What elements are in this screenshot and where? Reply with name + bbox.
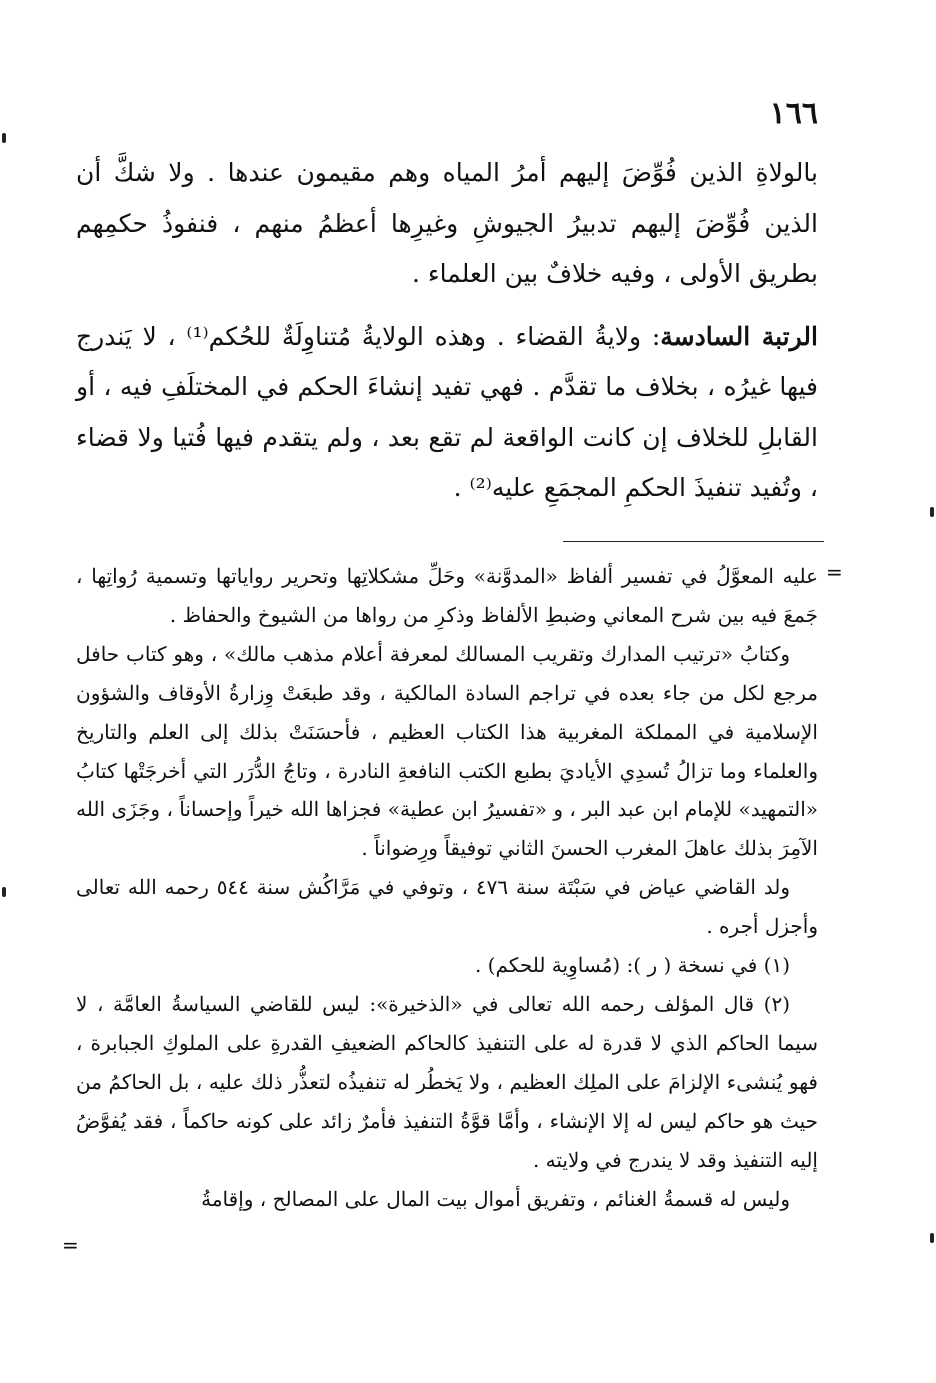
main-paragraph-1: بالولاةِ الذين فُوِّضَ إليهم أمرُ المياه وهم مقيمون عندها . ولا شكَّ أن الذين فُوِّضَ إليهم تدبيرُ الجيوشِ وغيرِها أعظمُ منهم ، فنفوذُ حكمِهم بطريق الأولى ، وفيه خلافٌ بين العلماء . [76, 158, 819, 288]
scan-edge-mark [2, 133, 6, 143]
footnote-continuation-marker: = [826, 560, 843, 584]
main-paragraph-2 [76, 312, 818, 514]
footnote-paragraph-1: عليه المعوَّلُ في تفسير ألفاظ «المدوَّنة» وحَلِّ مشكلاتِها وتحرير رواياتها وتسمية رُواتِها ، جَمعَ فيه بين شرح المعاني وضبطِ الألفاظ وذكرِ من رواها من الشيوخ والحفاظ . [76, 564, 818, 627]
footnote-end-marker: = [62, 1233, 79, 1257]
scan-edge-mark [930, 1233, 934, 1243]
footnote-paragraph-2: وكتابُ «ترتيب المدارك وتقريب المسالك لمعرفة أعلام مذهب مالك» ، وهو كتاب حافل مرجع لكل من جاء بعده في تراجم السادة المالكية ، وقد طبعَتْ وِزارةُ الأوقاف والشؤون الإسلامية في المملكة المغربية هذا الكتاب العظيم ، فأحسَنَتْ بذلك إلى العلم والتاريخ والعلماء وما تزالُ تُسدِي الأياديَ بطبع الكتب النافعةِ النادرة ، وتاجُ الدُّرَر التي أخرجَتْها كتابُ «التمهيد» للإمام ابن عبد البر ، و «تفسيرُ ابن عطية» فجزاها الله خيراً وإحساناً ، وجَزَى الله الآمِرَ بذلك عاهلَ المغرب الحسنَ الثاني توفيقاً ورِضواناً . [76, 641, 818, 861]
footnote-paragraph-3: ولد القاضي عياض في سَبْتَة سنة ٤٧٦ ، وتوفي في مَرَّاكُش سنة ٥٤٤ رحمه الله تعالى وأجزل أجره . [76, 875, 818, 939]
scan-edge-mark [930, 507, 934, 517]
footnote-2: (٢) قال المؤلف رحمه الله تعالى في «الذخيرة»: ليس للقاضي السياسةُ العامَّة ، لا سيما الحاكم الذي لا قدرة له على التنفيذ كالحاكم الضعيفِ القدرةِ على الملوكِ الجبابرة ، فهو يُنشىء الإلزامَ على الملِك العظيم ، ولا يَخطُر له تنفيذُه لتعذُّر ذلك عليه ، بل الحاكمُ من حيث هو حاكم ليس له إلا الإنشاء ، وأمَّا قوَّةُ التنفيذ فأمرٌ زائد على كونه حاكماً ، فقد يُفوَّضُ إليه التنفيذ وقد لا يندرج في ولايته . [76, 991, 818, 1172]
section-heading: الرتبة السادسة [660, 321, 818, 351]
main-text [76, 148, 818, 514]
footnote-1: (١) في نسخة ( ر ): (مُساوِية للحكم) . [474, 953, 790, 978]
footnotes [76, 557, 818, 1218]
scan-edge-mark [2, 887, 6, 897]
footnote-separator [563, 541, 824, 542]
main-paragraph-2-body: : ولايةُ القضاء . وهذه الولايةُ مُتناوِلَةٌ للحُكم⁽¹⁾ ، لا يَندرج فيها غيرُه ، بخلاف ما تقدَّم . فهي تفيد إنشاءَ الحكم في المختلَفِ فيه ، أو القابلِ للخلاف إن كانت الواقعة لم تقع بعد ، ولم يتقدم فيها فُتيا ولا قضاء ، وتُفيد تنفيذَ الحكمِ المجمَعِ عليه⁽²⁾ . [76, 321, 818, 502]
page-number: ١٦٦ [769, 96, 818, 131]
footnote-paragraph-6: وليس له قسمةُ الغنائم ، وتفريق أموال بيت المال على المصالح ، وإقامةُ [201, 1186, 790, 1211]
